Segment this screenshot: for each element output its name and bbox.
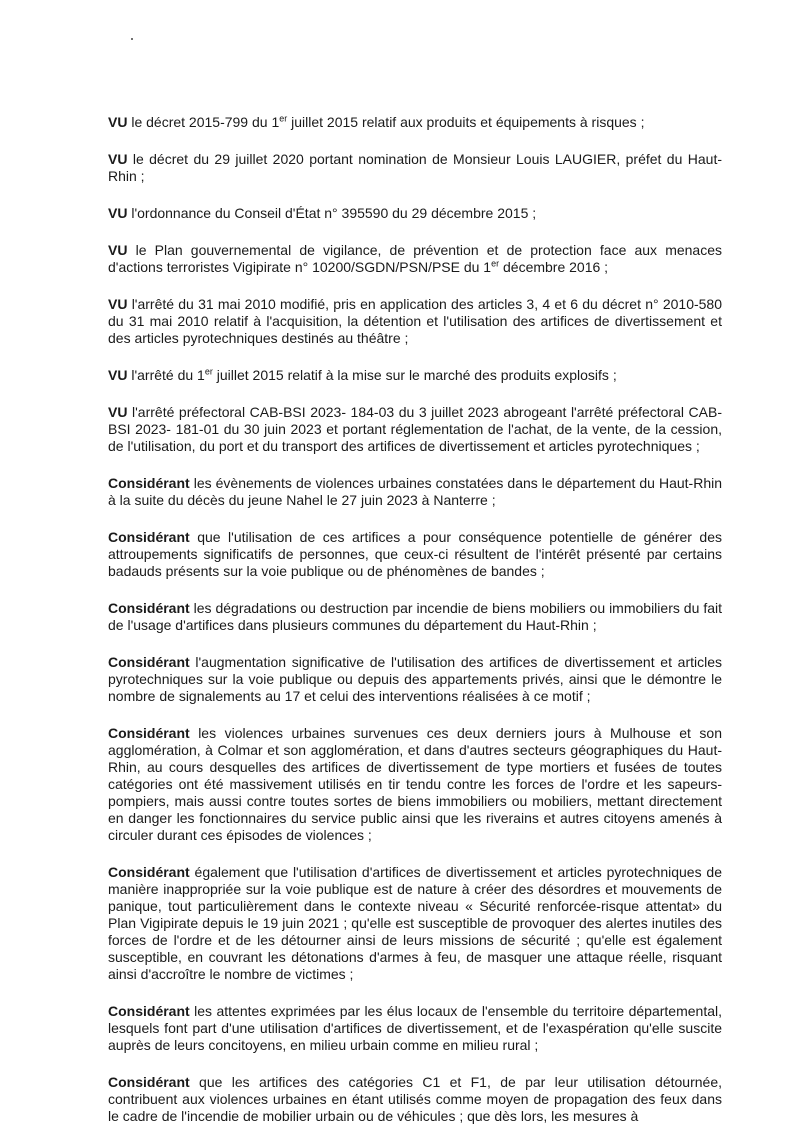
clause-text: également que l'utilisation d'artifices de divertissement et articles pyrotechniques de manière inappropriée sur la voie publique est de nature à créer des désordres et mouvements de panique, tout particulièrement dans le contexte niveau « Sécurité renforcée-risque attentat» du Plan Vigipirate depuis le 19 juin 2021 ; qu'elle est susceptible de provoquer des alertes inutiles des forces de l'ordre et de les détourner ainsi de leurs missions de sécurité ; qu'elle est également susceptible, en couvrant les détonations d'armes à feu, de masquer une attaque réelle, risquant ainsi d'accroître le nombre de victimes ; [108,864,722,982]
clause-keyword: VU [108,114,128,130]
vu-clause [108,151,722,185]
clause-text: le décret du 29 juillet 2020 portant nomination de Monsieur Louis LAUGIER, préfet du Haut-Rhin ; [108,151,723,184]
clause-text: le décret 2015-799 du 1 [131,114,280,130]
considerant-clause [108,475,722,509]
vu-clause [108,205,722,222]
ordinal-superscript: er [491,258,500,269]
considerant-clause [108,1003,722,1054]
clause-text: l'arrêté du 31 mai 2010 modifié, pris en application des articles 3, 4 et 6 du décret n° 2010-580 du 31 mai 2010 relatif à l'acquisition, la détention et l'utilisation des artifices de divertissement et des articles pyrotechniques destinés au théâtre ; [108,296,722,346]
clause-keyword: VU [108,205,128,221]
clause-keyword: Considérant [108,475,190,491]
clause-keyword: VU [108,242,128,258]
considerant-clause [108,1074,722,1125]
clause-keyword: VU [108,151,128,167]
vu-clause [108,242,722,276]
clause-keyword: Considérant [108,864,190,880]
clause-text: que les artifices des catégories C1 et F1, de par leur utilisation détournée, contribuent aux violences urbaines en étant utilisés comme moyen de propagation des feux dans le cadre de l'incendie de mobilier urbain ou de véhicules ; que dès lors, les mesures à [108,1074,723,1124]
clause-text: les attentes exprimées par les élus locaux de l'ensemble du territoire départemental, lesquels font part d'une utilisation d'artifices de divertissement, et de l'exaspération qu'elle suscite auprès de leurs concitoyens, en milieu urbain comme en milieu rural ; [108,1003,722,1053]
scan-speck [131,38,133,40]
considerant-clause [108,529,722,580]
clause-text: les violences urbaines survenues ces deux derniers jours à Mulhouse et son agglomération, à Colmar et son agglomération, et dans d'autres secteurs géographiques du Haut-Rhin, au cours desquelles des artifices de divertissement de type mortiers et fusées de toutes catégories ont été massivement utilisés en tir tendu contre les forces de l'ordre et les sapeurs-pompiers, mais aussi contre toutes sortes de biens immobiliers ou mobiliers, mettant directement en danger les fonctionnaires du service public ainsi que les riverains et autres citoyens amenés à circuler durant ces épisodes de violences ; [108,725,722,843]
vu-clause [108,114,722,131]
clause-keyword: VU [108,296,128,312]
clause-text: décembre 2016 ; [499,259,609,275]
vu-clause [108,296,722,347]
clause-keyword: VU [108,404,128,420]
clause-text: l'augmentation significative de l'utilisation des artifices de divertissement et articles pyrotechniques sur la voie publique ou depuis des appartements privés, ainsi que le démontre le nombre de signalements au 17 et celui des interventions réalisées à ce motif ; [108,654,723,704]
vu-clause [108,367,722,384]
clause-text: juillet 2015 relatif aux produits et équipements à risques ; [287,114,645,130]
considerant-clause [108,600,722,634]
clause-keyword: Considérant [108,725,190,741]
document-body [108,114,722,1145]
clause-text: l'ordonnance du Conseil d'État n° 395590 du 29 décembre 2015 ; [131,205,537,221]
vu-clause [108,404,722,455]
ordinal-superscript: er [204,366,213,377]
ordinal-superscript: er [279,113,288,124]
considerant-clause [108,654,722,705]
clause-text: le Plan gouvernemental de vigilance, de prévention et de protection face aux menaces d'actions terroristes Vigipirate n° 10200/SGDN/PSN/PSE du 1 [108,242,723,275]
clause-keyword: Considérant [108,1074,190,1090]
clause-text: l'arrêté du 1 [131,367,205,383]
clause-keyword: Considérant [108,529,190,545]
clause-text: les évènements de violences urbaines constatées dans le département du Haut-Rhin à la suite du décès du jeune Nahel le 27 juin 2023 à Nanterre ; [108,475,722,508]
considerant-clause [108,864,722,983]
clause-text: juillet 2015 relatif à la mise sur le marché des produits explosifs ; [212,367,617,383]
clause-text: que l'utilisation de ces artifices a pour conséquence potentielle de générer des attroupements significatifs de personnes, que ceux-ci résultent de l'intérêt présenté par certains badauds présents sur la voie publique ou de phénomènes de bandes ; [108,529,722,579]
clause-keyword: VU [108,367,128,383]
considerant-clause [108,725,722,844]
clause-text: l'arrêté préfectoral CAB-BSI 2023- 184-03 du 3 juillet 2023 abrogeant l'arrêté préfectoral CAB-BSI 2023- 181-01 du 30 juin 2023 et portant réglementation de l'achat, de la vente, de la cession, de l'utilisation, du port et du transport des artifices de divertissement et articles pyrotechniques ; [108,404,723,454]
clause-keyword: Considérant [108,1003,190,1019]
clause-keyword: Considérant [108,600,190,616]
clause-keyword: Considérant [108,654,190,670]
clause-text: les dégradations ou destruction par incendie de biens mobiliers ou immobiliers du fait de l'usage d'artifices dans plusieurs communes du département du Haut-Rhin ; [108,600,723,633]
